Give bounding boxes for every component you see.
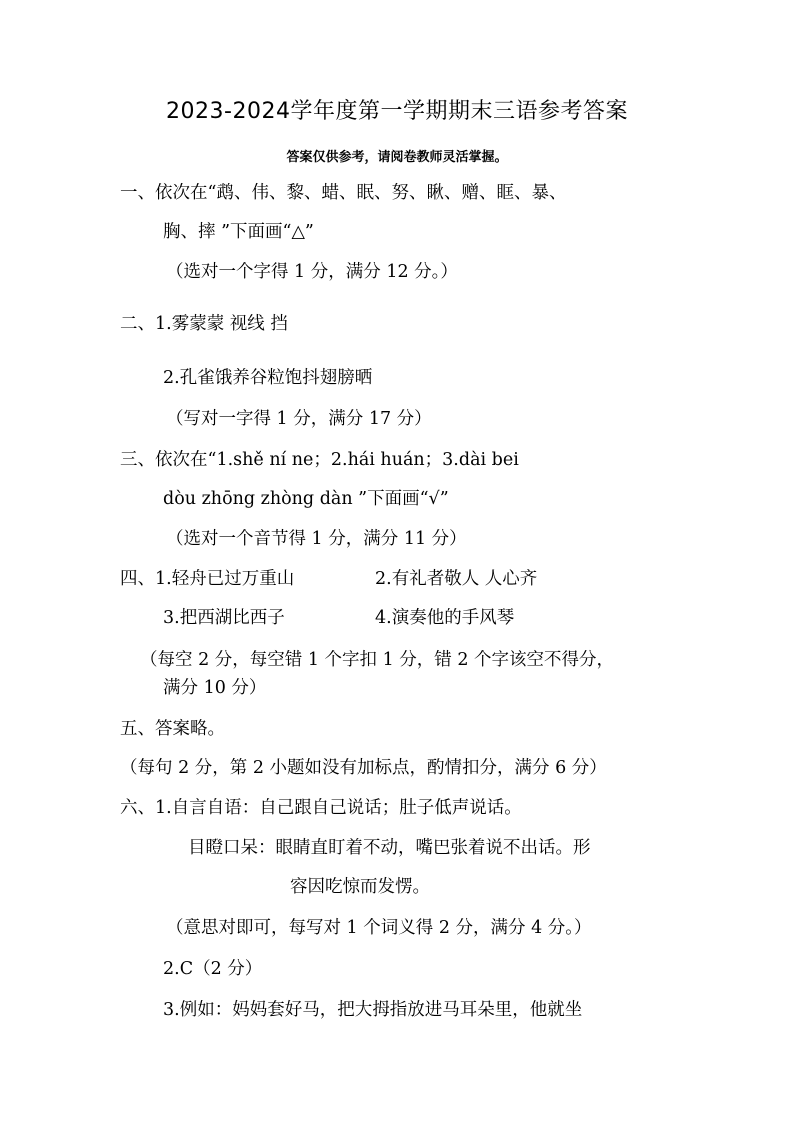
page-title: 2023-2024学年度第一学期期末三语参考答案	[166, 99, 628, 124]
section-3-line-1: 三、依次在“1.shě ní ne；2.hái huán；3.dài bei	[120, 450, 519, 470]
section-6-scoring: （意思对即可，每写对 1 个词义得 2 分，满分 4 分。）	[166, 918, 592, 938]
section-2-line-1: 二、1.雾蒙蒙 视线 挡	[120, 314, 288, 334]
section-6-line-2: 目瞪口呆：眼睛直盯着不动，嘴巴张着说不出话。形	[188, 838, 591, 858]
section-4-item-1: 四、1.轻舟已过万重山	[120, 569, 295, 589]
section-6-line-1: 六、1.自言自语：自己跟自己说话；肚子低声说话。	[120, 798, 522, 818]
section-4-item-2: 2.有礼者敬人 人心齐	[375, 569, 538, 589]
section-6-item-2: 2.C（2 分）	[163, 959, 263, 979]
page-subtitle: 答案仅供参考，请阅卷教师灵活掌握。	[286, 150, 508, 165]
section-6-line-3: 容因吃惊而发愣。	[290, 877, 430, 897]
section-3-scoring: （选对一个音节得 1 分，满分 11 分）	[166, 529, 467, 549]
section-4-item-3: 3.把西湖比西子	[163, 608, 285, 628]
section-3-line-2: dòu zhōng zhòng dàn ”下面画“√”	[163, 489, 449, 509]
section-2-line-2: 2.孔雀饿养谷粒饱抖翅膀晒	[163, 368, 373, 388]
section-1-line-1: 一、依次在“鹉、伟、黎、蜡、眠、努、瞅、赠、眶、暴、	[120, 183, 567, 203]
section-5-scoring: （每句 2 分，第 2 小题如没有加标点，酌情扣分，满分 6 分）	[120, 758, 607, 778]
section-4-item-4: 4.演奏他的手风琴	[375, 608, 515, 628]
section-1-scoring: （选对一个字得 1 分，满分 12 分。）	[166, 262, 458, 282]
section-5-line-1: 五、答案略。	[120, 719, 225, 739]
section-4-scoring-line-1: （每空 2 分，每空错 1 个字扣 1 分，错 2 个字该空不得分，	[140, 650, 615, 670]
section-1-line-2: 胸、摔 ”下面画“△”	[163, 222, 314, 242]
section-6-item-3: 3.例如：妈妈套好马，把大拇指放进马耳朵里，他就坐	[163, 1000, 583, 1020]
section-4-scoring-line-2: 满分 10 分）	[163, 678, 267, 698]
section-2-scoring: （写对一字得 1 分，满分 17 分）	[166, 409, 432, 429]
